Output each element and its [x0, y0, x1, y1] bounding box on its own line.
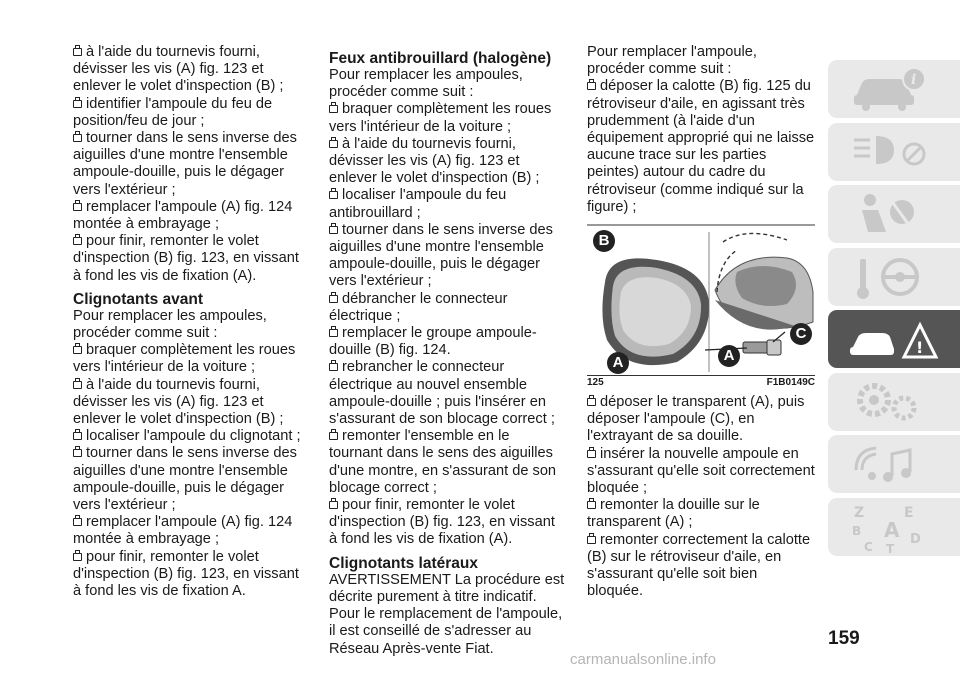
bullet-item: [329, 325, 565, 359]
bullet-item: [73, 130, 305, 199]
bullet-text: à l'aide du tournevis fourni, dévisser les vis (A) fig. 123 et enlever le volet d'inspection (B) ;: [329, 135, 540, 187]
bullet-box-icon: [73, 203, 82, 211]
callout-a-left: A: [607, 352, 629, 374]
bullet-text: tourner dans le sens inverse des aiguilles d'une montre l'ensemble ampoule-douille, puis le dégager vers l'extérieur ;: [73, 130, 297, 198]
bullet-text: braquer complètement les roues vers l'intérieur de la voiture ;: [329, 101, 552, 135]
callout-c: C: [790, 323, 812, 345]
column-middle: [329, 44, 565, 658]
bullet-text: à l'aide du tournevis fourni, dévisser les vis (A) fig. 123 et enlever le volet d'inspection (B) ;: [73, 376, 284, 428]
tab-maintenance[interactable]: [828, 373, 960, 431]
bullet-box-icon: [329, 191, 338, 199]
figure-caption: [587, 375, 815, 390]
bullet-item: [73, 514, 305, 548]
column-left: [73, 44, 305, 600]
bullet-text: pour finir, remonter le volet d'inspection (B) fig. 123, en vissant à fond les vis de fixation (A).: [329, 497, 555, 548]
bullet-text: pour finir, remonter le volet d'inspection (B) fig. 123, en vissant à fond les vis de fixation (A).: [73, 233, 299, 284]
bullet-box-icon: [587, 398, 596, 406]
bullet-box-icon: [73, 518, 82, 526]
bullet-text: insérer la nouvelle ampoule en s'assurant qu'elle soit correctement bloquée ;: [587, 445, 815, 497]
tab-emergency[interactable]: [828, 310, 960, 368]
chapter-tabs: [828, 60, 958, 560]
paragraph: Pour remplacer les ampoules, procéder comme suit :: [329, 67, 523, 101]
tab-driving[interactable]: [828, 248, 960, 306]
column-right-bottom: [587, 394, 815, 600]
bullet-box-icon: [329, 295, 338, 303]
index-letter: A: [884, 517, 900, 542]
index-letter: E: [904, 504, 914, 521]
bullet-text: tourner dans le sens inverse des aiguilles d'une montre l'ensemble ampoule-douille, puis le dégager vers l'extérieur ;: [73, 445, 297, 514]
bullet-text: remplacer le groupe ampoule-douille (B) fig. 124.: [329, 325, 537, 359]
bullet-item: [329, 428, 565, 497]
tab-multimedia[interactable]: [828, 435, 960, 493]
tab-index[interactable]: [828, 498, 960, 556]
section-heading: Clignotants avant: [73, 290, 204, 308]
index-letter: C: [864, 539, 873, 554]
maintenance-gears-icon: [848, 378, 938, 426]
bullet-box-icon: [587, 536, 596, 544]
bullet-text: à l'aide du tournevis fourni, dévisser les vis (A) fig. 123 et enlever le volet d'inspection (B) ;: [73, 44, 284, 95]
figure-code: F1B0149C: [766, 377, 815, 389]
bullet-text: remonter la douille sur le transparent (A) ;: [587, 497, 760, 531]
bullet-item: [329, 187, 565, 221]
column-right-top: [587, 44, 815, 216]
bullet-box-icon: [329, 501, 338, 509]
bullet-item: [329, 136, 565, 188]
bullet-text: rebrancher le connecteur électrique au nouvel ensemble ampoule-douille ; puis l'insérer en s'assurant de son blocage correct ;: [329, 359, 555, 428]
dashboard-lights-icon: [848, 128, 938, 176]
svg-text:i: i: [911, 72, 917, 88]
bullet-item: [329, 222, 565, 291]
multimedia-note-icon: [848, 440, 938, 488]
bullet-box-icon: [329, 226, 338, 234]
bullet-box-icon: [587, 501, 596, 509]
column-right: [587, 44, 815, 600]
bullet-text: tourner dans le sens inverse des aiguilles d'une montre l'ensemble ampoule-douille, puis le dégager vers l'extérieur ;: [329, 221, 553, 290]
bullet-item: [73, 549, 305, 601]
bullet-box-icon: [73, 381, 82, 389]
figure-125: [587, 222, 815, 390]
page-number: 159: [828, 628, 860, 649]
paragraph: Pour remplacer les ampoules, procéder comme suit :: [73, 307, 267, 342]
watermark: carmanualsonline.info: [570, 651, 716, 668]
bullet-box-icon: [587, 82, 596, 90]
bullet-item: [329, 291, 565, 325]
bullet-box-icon: [329, 140, 338, 148]
bullet-text: localiser l'ampoule du feu antibrouillard ;: [329, 187, 507, 221]
index-letter: D: [910, 531, 921, 547]
bullet-item: [329, 497, 565, 549]
bullet-text: remplacer l'ampoule (A) fig. 124 montée à embrayage ;: [73, 198, 293, 233]
index-letter: Z: [854, 504, 865, 521]
bullet-item: [587, 78, 815, 216]
callout-a-right: A: [718, 345, 740, 367]
bullet-box-icon: [73, 237, 82, 245]
bullet-text: localiser l'ampoule du clignotant ;: [86, 428, 301, 445]
mirror-illustration: [587, 222, 815, 374]
bullet-text: braquer complètement les roues vers l'intérieur de la voiture ;: [73, 342, 296, 376]
bullet-item: [73, 445, 305, 514]
bullet-text: déposer la calotte (B) fig. 125 du rétroviseur d'aile, en agissant très prudemment (à l'aide d'un équipement approprié qui ne laisse aucune trace sur les parties peintes) autour du cadre du rétroviseur (comme indiqué sur la figure) ;: [587, 78, 815, 215]
bullet-item: [73, 44, 305, 96]
emergency-triangle-icon: [848, 315, 938, 363]
index-letters-icon: [848, 503, 938, 555]
bullet-box-icon: [329, 105, 338, 113]
section-heading: Clignotants latéraux: [329, 554, 478, 572]
bullet-item: [73, 342, 305, 376]
section-heading: Feux antibrouillard (halogène): [329, 50, 552, 67]
bullet-box-icon: [329, 329, 338, 337]
airbag-safety-icon: [848, 190, 938, 238]
car-info-icon: [848, 65, 938, 113]
bullet-item: [73, 377, 305, 429]
tab-car-info[interactable]: [828, 60, 960, 118]
bullet-text: remonter l'ensemble en le tournant dans le sens des aiguilles d'une montre, en s'assurant de son blocage correct ;: [329, 428, 557, 496]
svg-text:!: !: [916, 338, 924, 357]
bullet-text: remonter correctement la calotte (B) sur le rétroviseur d'aile, en s'assurant qu'elle soit bien bloquée.: [587, 531, 811, 600]
bullet-box-icon: [329, 432, 338, 440]
bullet-box-icon: [73, 134, 82, 142]
bullet-item: [329, 359, 565, 428]
bullet-box-icon: [73, 48, 82, 56]
bullet-text: pour finir, remonter le volet d'inspection (B) fig. 123, en vissant à fond les vis de fixation A.: [73, 548, 299, 600]
bullet-item: [587, 532, 815, 601]
index-letter: B: [852, 523, 862, 538]
bullet-box-icon: [73, 432, 82, 440]
bullet-box-icon: [587, 450, 596, 458]
tab-dashboard[interactable]: [828, 123, 960, 181]
paragraph: AVERTISSEMENT La procédure est décrite purement à titre indicatif. Pour le remplacement de l'ampoule, il est conseillé de s'adresser au Réseau Après-vente Fiat.: [329, 571, 565, 657]
bullet-item: [73, 233, 305, 285]
bullet-box-icon: [73, 346, 82, 354]
steering-key-icon: [848, 253, 938, 301]
bullet-item: [587, 446, 815, 498]
tab-safety[interactable]: [828, 185, 960, 243]
bullet-box-icon: [329, 363, 338, 371]
bullet-text: déposer le transparent (A), puis déposer l'ampoule (C), en l'extrayant de sa douille.: [587, 394, 805, 445]
bullet-item: [587, 497, 815, 531]
figure-number: 125: [587, 377, 604, 389]
bullet-item: [73, 428, 305, 445]
bullet-text: débrancher le connecteur électrique ;: [329, 290, 508, 324]
bullet-box-icon: [73, 449, 82, 457]
bullet-item: [73, 199, 305, 233]
bullet-box-icon: [73, 100, 82, 108]
bullet-item: [73, 96, 305, 130]
bullet-box-icon: [73, 553, 82, 561]
bullet-item: [587, 394, 815, 446]
paragraph: Pour remplacer l'ampoule, procéder comme suit :: [587, 44, 757, 78]
callout-b: B: [593, 230, 615, 252]
index-letter: T: [886, 541, 895, 555]
bullet-text: identifier l'ampoule du feu de position/feu de jour ;: [73, 95, 273, 129]
bullet-item: [329, 101, 565, 135]
bullet-text: remplacer l'ampoule (A) fig. 124 montée à embrayage ;: [73, 514, 293, 548]
